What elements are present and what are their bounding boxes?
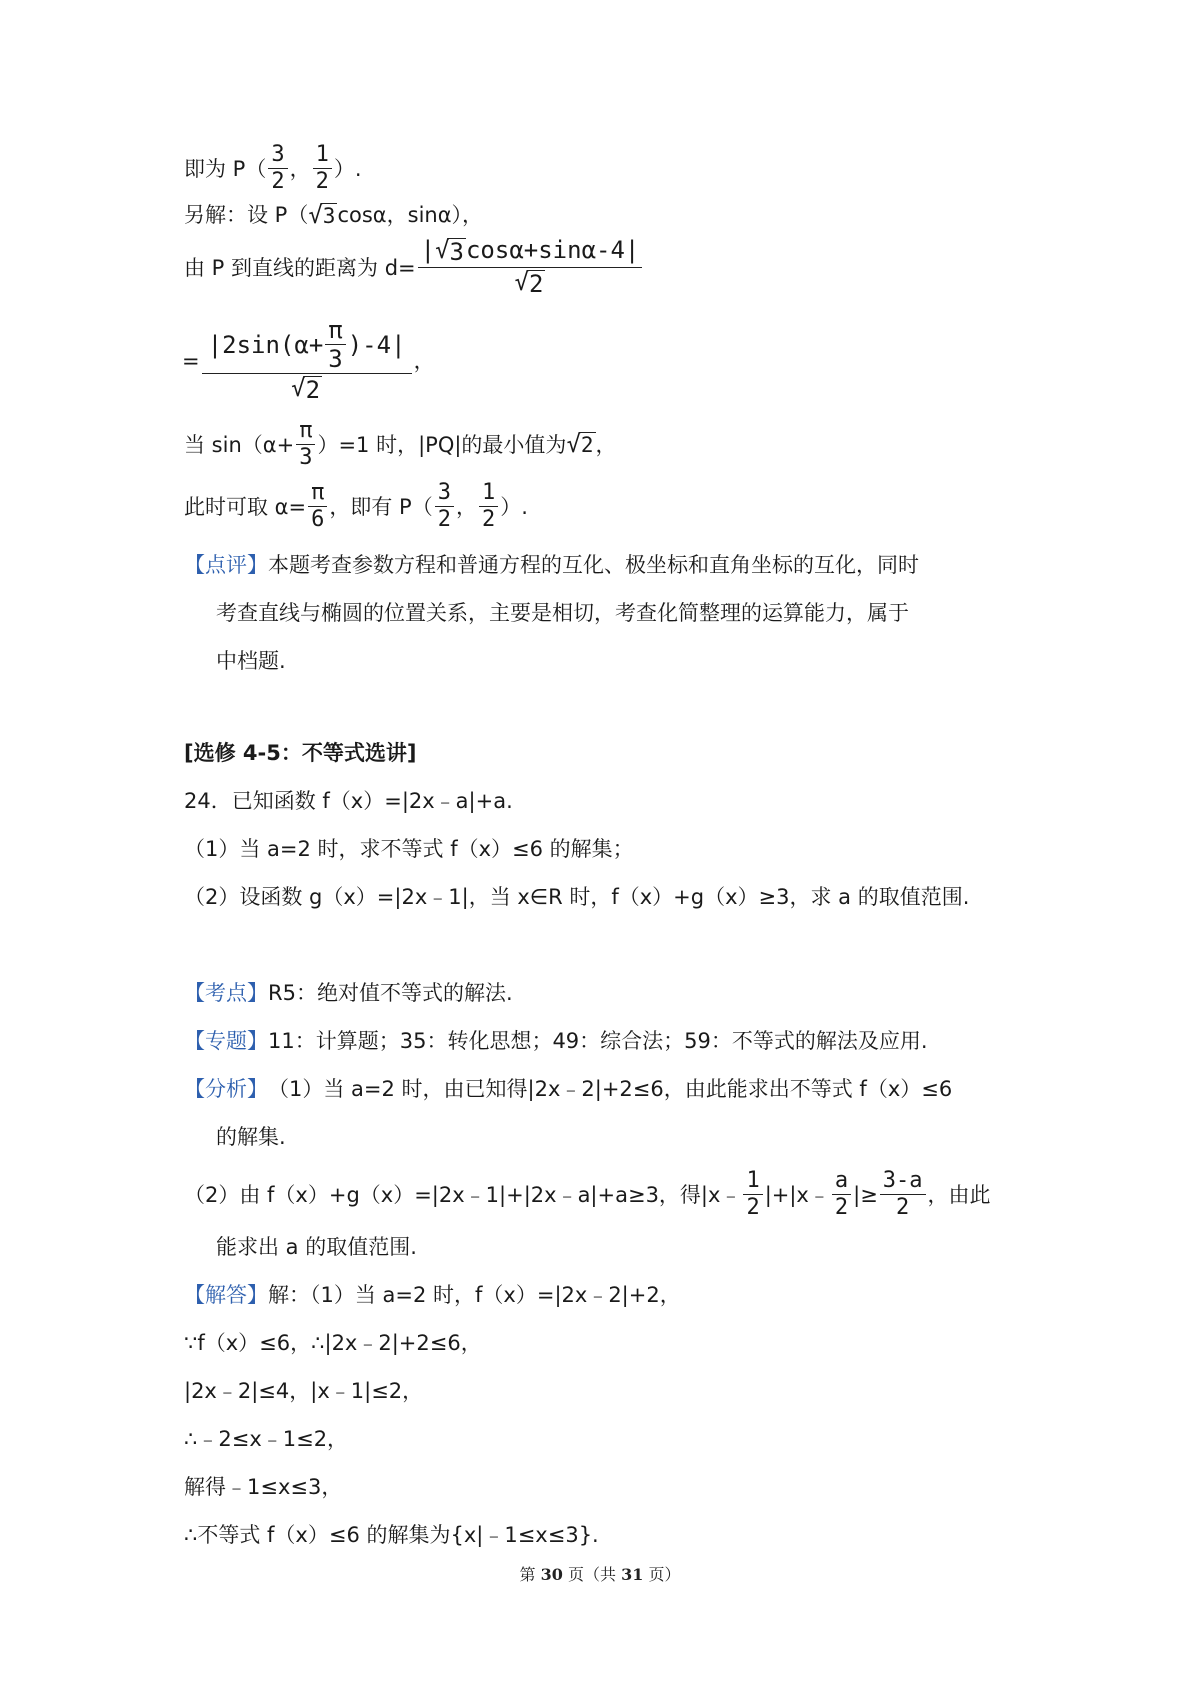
numerator: 3-a (882, 1168, 923, 1193)
review-line-3 (216, 646, 286, 676)
radicand: 2 (305, 376, 321, 404)
line-alpha-choice (184, 482, 528, 531)
line-simplified (182, 318, 435, 403)
jieda-tag: 【解答】 (184, 1283, 268, 1307)
text: ， (595, 432, 617, 457)
denominator: 6 (311, 507, 325, 532)
fenxi-line-4 (216, 1232, 417, 1262)
fraction (435, 482, 454, 531)
text: ，由此 (927, 1182, 991, 1207)
radicand: 3 (322, 203, 336, 228)
text: 本题考查参数方程和普通方程的互化、极坐标和直角坐标的互化，同时 (268, 553, 919, 577)
text: ，即有 P（ (329, 494, 433, 519)
denominator: 2 (271, 169, 285, 194)
jieda-line-3 (184, 1376, 423, 1406)
fraction (296, 420, 315, 469)
text: ∵f（x）≤6，∴|2x﹣2|+2≤6， (184, 1331, 482, 1355)
footer-text: 页） (643, 1565, 681, 1584)
numerator: π (311, 480, 325, 505)
fraction (325, 318, 345, 371)
text: |2sin(α+ (207, 330, 324, 359)
text: [选修 4-5：不等式选讲] (184, 741, 417, 765)
radicand: 3 (449, 238, 464, 266)
text: R5：绝对值不等式的解法. (268, 981, 513, 1005)
page-total: 31 (621, 1565, 644, 1584)
fenxi-line-3 (184, 1170, 991, 1219)
kaodian-line (184, 978, 513, 1008)
line-p-result (184, 144, 362, 193)
text: 解得﹣1≤x≤3， (184, 1475, 343, 1499)
denominator: 2 (834, 1195, 849, 1220)
denominator: √ 2 (291, 374, 321, 404)
sqrt: √ 3 (308, 200, 336, 229)
numerator: a (834, 1168, 849, 1193)
numerator: 1 (746, 1168, 760, 1193)
section-title (184, 738, 416, 768)
page-number: 30 (540, 1565, 563, 1584)
fenxi-tag: 【分析】 (184, 1077, 268, 1101)
text: ∴不等式 f（x）≤6 的解集为{x|﹣1≤x≤3}. (184, 1523, 599, 1547)
text: cosα+sinα-4| (465, 236, 640, 264)
footer-text: 页（共 (562, 1565, 622, 1584)
numerator: 3 (437, 480, 451, 505)
jieda-line-1 (184, 1280, 681, 1310)
question-24-part-1 (184, 834, 634, 864)
text: cosα，sinα）， (337, 203, 484, 227)
denominator: 2 (437, 507, 451, 532)
text: 当 sin（α+ (184, 432, 295, 457)
text: |2x﹣2|≤4，|x﹣1|≤2， (184, 1379, 424, 1403)
text: 解：（1）当 a=2 时，f（x）=|2x﹣2|+2， (268, 1283, 681, 1307)
jieda-line-2 (184, 1328, 482, 1358)
text: ， (413, 348, 435, 373)
text: （1）当 a=2 时，求不等式 f（x）≤6 的解集； (184, 837, 634, 861)
text: ∴﹣2≤x﹣1≤2， (184, 1427, 349, 1451)
zhuanti-tag: 【专题】 (184, 1029, 268, 1053)
line-min-value (184, 420, 617, 469)
text: ， (289, 156, 311, 181)
text: 24．已知函数 f（x）=|2x﹣a|+a. (184, 789, 513, 813)
line-alt-solution (184, 200, 483, 230)
fenxi-line-1 (184, 1074, 952, 1104)
text: | (420, 236, 436, 264)
text: ， (455, 494, 477, 519)
denominator: 2 (746, 1195, 760, 1220)
line-distance (184, 238, 644, 297)
text: （2）设函数 g（x）=|2x﹣1|，当 x∈R 时，f（x）+g（x）≥3，求 a 的取值范围. (184, 885, 970, 909)
simplified-fraction (202, 318, 412, 403)
review-line-1 (184, 550, 919, 580)
text: 考查直线与椭圆的位置关系，主要是相切，考查化简整理的运算能力，属于 (216, 601, 909, 625)
numerator: | √ 3 cosα+sinα-4| (420, 236, 640, 266)
fraction (743, 1170, 762, 1219)
denominator: 2 (481, 507, 496, 532)
denominator: √ 2 (514, 268, 544, 299)
text: |+|x﹣ (764, 1182, 830, 1207)
text: 此时可取 α= (184, 494, 307, 519)
text: 11：计算题；35：转化思想；49：综合法；59：不等式的解法及应用. (268, 1029, 928, 1053)
zhuanti-line (184, 1026, 928, 1056)
text: 另解：设 P（ (184, 203, 309, 227)
fraction (313, 144, 332, 193)
fraction (880, 1170, 926, 1219)
radicand: 2 (580, 433, 594, 458)
text: 能求出 a 的取值范围. (216, 1235, 417, 1259)
text: 中档题. (216, 649, 286, 673)
numerator: 3 (271, 142, 285, 167)
review-line-2 (216, 598, 909, 628)
kaodian-tag: 【考点】 (184, 981, 268, 1005)
text: ）=1 时，|PQ|的最小值为 (317, 432, 567, 457)
distance-fraction (418, 238, 643, 297)
denominator: 2 (896, 1195, 910, 1220)
fraction (308, 482, 327, 531)
jieda-line-5 (184, 1472, 342, 1502)
radicand: 2 (529, 270, 544, 299)
text: ）. (333, 156, 362, 181)
text: 由 P 到直线的距离为 d= (184, 255, 416, 280)
numerator: 1 (481, 480, 496, 505)
footer-text: 第 (519, 1565, 541, 1584)
jieda-line-6 (184, 1520, 599, 1550)
text: |≥ (853, 1182, 878, 1207)
text: ）. (500, 494, 528, 519)
page-footer (0, 1562, 1200, 1585)
text: （2）由 f（x）+g（x）=|2x﹣1|+|2x﹣a|+a≥3，得|x﹣ (184, 1182, 742, 1207)
sqrt: √ 2 (566, 430, 594, 459)
fraction (268, 144, 287, 193)
text: )-4| (347, 330, 406, 359)
text: 的解集. (216, 1125, 286, 1149)
question-24 (184, 786, 513, 816)
fraction (479, 482, 498, 531)
question-24-part-2 (184, 882, 969, 912)
denominator: 3 (328, 345, 343, 373)
numerator: π (299, 418, 313, 443)
jieda-line-4 (184, 1424, 348, 1454)
text: = (182, 348, 200, 373)
fraction (832, 1170, 851, 1219)
text: （1）当 a=2 时，由已知得|2x﹣2|+2≤6，由此能求出不等式 f（x）≤6 (268, 1077, 953, 1101)
fenxi-line-2 (216, 1122, 286, 1152)
denominator: 3 (299, 445, 313, 470)
numerator (205, 318, 409, 373)
numerator: 1 (315, 142, 329, 167)
text: 即为 P（ (184, 156, 267, 181)
review-tag: 【点评】 (184, 553, 268, 577)
denominator: 2 (315, 169, 329, 194)
numerator: π (328, 316, 343, 344)
